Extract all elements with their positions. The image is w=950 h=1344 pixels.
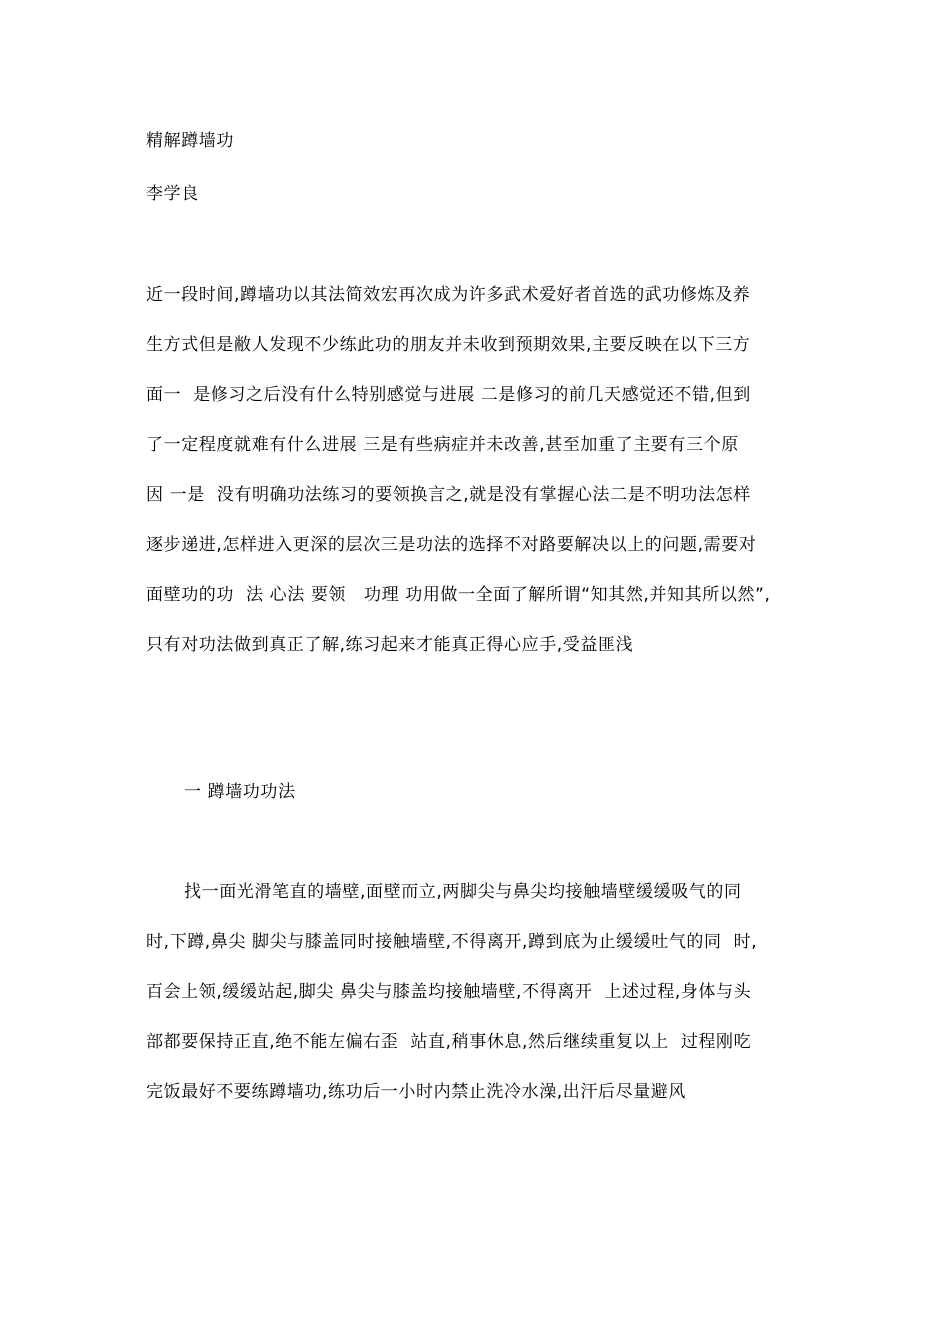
text-line: 只有对功法做到真正了解,练习起来才能真正得心应手,受益匪浅 xyxy=(146,635,634,655)
text-line: 完饭最好不要练蹲墙功,练功后一小时内禁止洗冷水澡,出汗后尽量避风 xyxy=(146,1082,687,1102)
text-line: 百会上领,缓缓站起,脚尖 鼻尖与膝盖均接触墙壁,不得离开 上述过程,身体与头 xyxy=(146,982,752,1002)
document-author: 李学良 xyxy=(146,184,199,204)
text-line: 因 一是 没有明确功法练习的要领换言之,就是没有掌握心法二是不明功法怎样 xyxy=(146,485,751,505)
text-line: 面壁功的功 法 心法 要领 功理 功用做一全面了解所谓“知其然,并知其所以然”, xyxy=(146,585,771,605)
text-line: 生方式但是敝人发现不少练此功的朋友并未收到预期效果,主要反映在以下三方 xyxy=(146,335,751,355)
document-title: 精解蹲墙功 xyxy=(146,131,234,151)
text-line: 了一定程度就难有什么进展 三是有些病症并未改善,甚至加重了主要有三个原 xyxy=(146,435,739,455)
section-heading: 一 蹲墙功功法 xyxy=(184,782,296,802)
text-line: 面一 是修习之后没有什么特别感觉与进展 二是修习的前几天感觉还不错,但到 xyxy=(146,385,751,405)
text-line: 近一段时间,蹲墙功以其法简效宏再次成为许多武术爱好者首选的武功修炼及养 xyxy=(146,285,751,305)
text-line: 找一面光滑笔直的墙壁,面壁而立,两脚尖与鼻尖均接触墙壁缓缓吸气的同 xyxy=(184,882,742,902)
text-line: 时,下蹲,鼻尖 脚尖与膝盖同时接触墙壁,不得离开,蹲到底为止缓缓吐气的同 时, xyxy=(146,932,758,952)
text-line: 部都要保持正直,绝不能左偏右歪 站直,稍事休息,然后继续重复以上 过程刚吃 xyxy=(146,1032,752,1052)
text-line: 逐步递进,怎样进入更深的层次三是功法的选择不对路要解决以上的问题,需要对 xyxy=(146,535,757,555)
